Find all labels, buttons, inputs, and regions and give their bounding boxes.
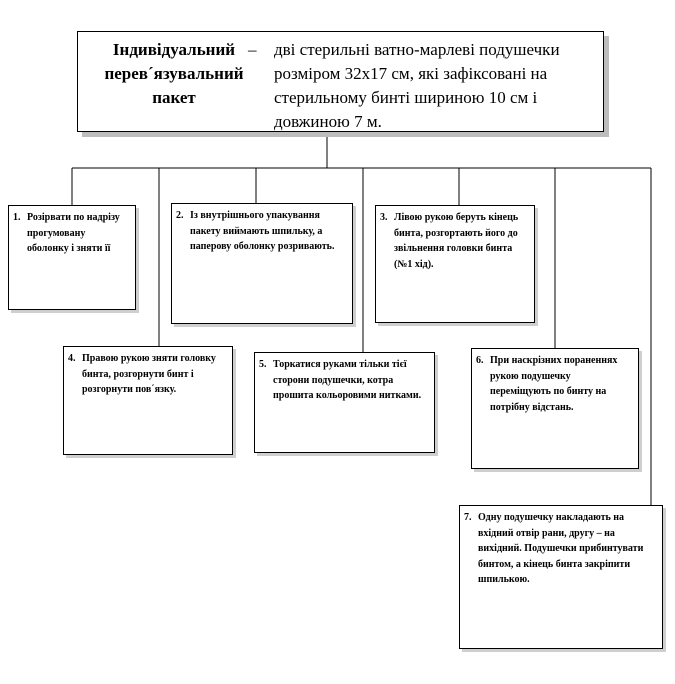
step-4-box [63, 346, 233, 455]
step-7-text: Одну подушечку накладають на вхідний отвір рани, другу – на вихідний. Подушечки прибинтувати бинтом, а кінець бинта закріпити шпилькою. [478, 512, 644, 585]
term-line-3: пакет [152, 88, 196, 107]
term-definition: дві стерильні ватно-марлеві подушечки розміром 32х17 см, які зафіксовані на стерильному бинті шириною 10 см і довжиною 7 м. [274, 40, 560, 131]
step-2-box [171, 203, 353, 324]
step-7-number: 7. [464, 512, 472, 523]
term-dash: – [248, 40, 257, 59]
step-5-text: Торкатися руками тільки тієї сторони подушечки, котра прошита кольоровими нитками. [273, 359, 422, 401]
step-2-text: Із внутрішнього упакування пакету виймають шпильку, а паперову оболонку розривають. [190, 210, 335, 252]
step-1-number: 1. [13, 212, 21, 223]
term-line-1: Індивідуальний [112, 40, 236, 59]
step-6-box [471, 348, 639, 469]
step-6-text: При наскрізних пораненнях рукою подушечку переміщують по бинту на потрібну відстань. [490, 355, 618, 413]
step-6-number: 6. [476, 355, 484, 366]
step-7-box [459, 505, 663, 649]
step-2-number: 2. [176, 210, 184, 221]
step-1-text: Розірвати по надрізу прогумовану оболонку і зняти її [27, 212, 120, 254]
term-line-2: перев´язувальний [104, 64, 244, 83]
definition-header-box [77, 31, 604, 132]
step-1-box [8, 205, 136, 310]
step-4-text: Правою рукою зняти головку бинта, розгорнути бинт і розгорнути пов´язку. [82, 353, 216, 395]
step-5-box [254, 352, 435, 453]
term-label [84, 38, 264, 110]
step-3-text: Лівою рукою беруть кінець бинта, розгортають його до звільнення головки бинта (№1 хід). [394, 212, 519, 270]
step-4-number: 4. [68, 353, 76, 364]
step-3-number: 3. [380, 212, 388, 223]
step-3-box [375, 205, 535, 323]
step-5-number: 5. [259, 359, 267, 370]
